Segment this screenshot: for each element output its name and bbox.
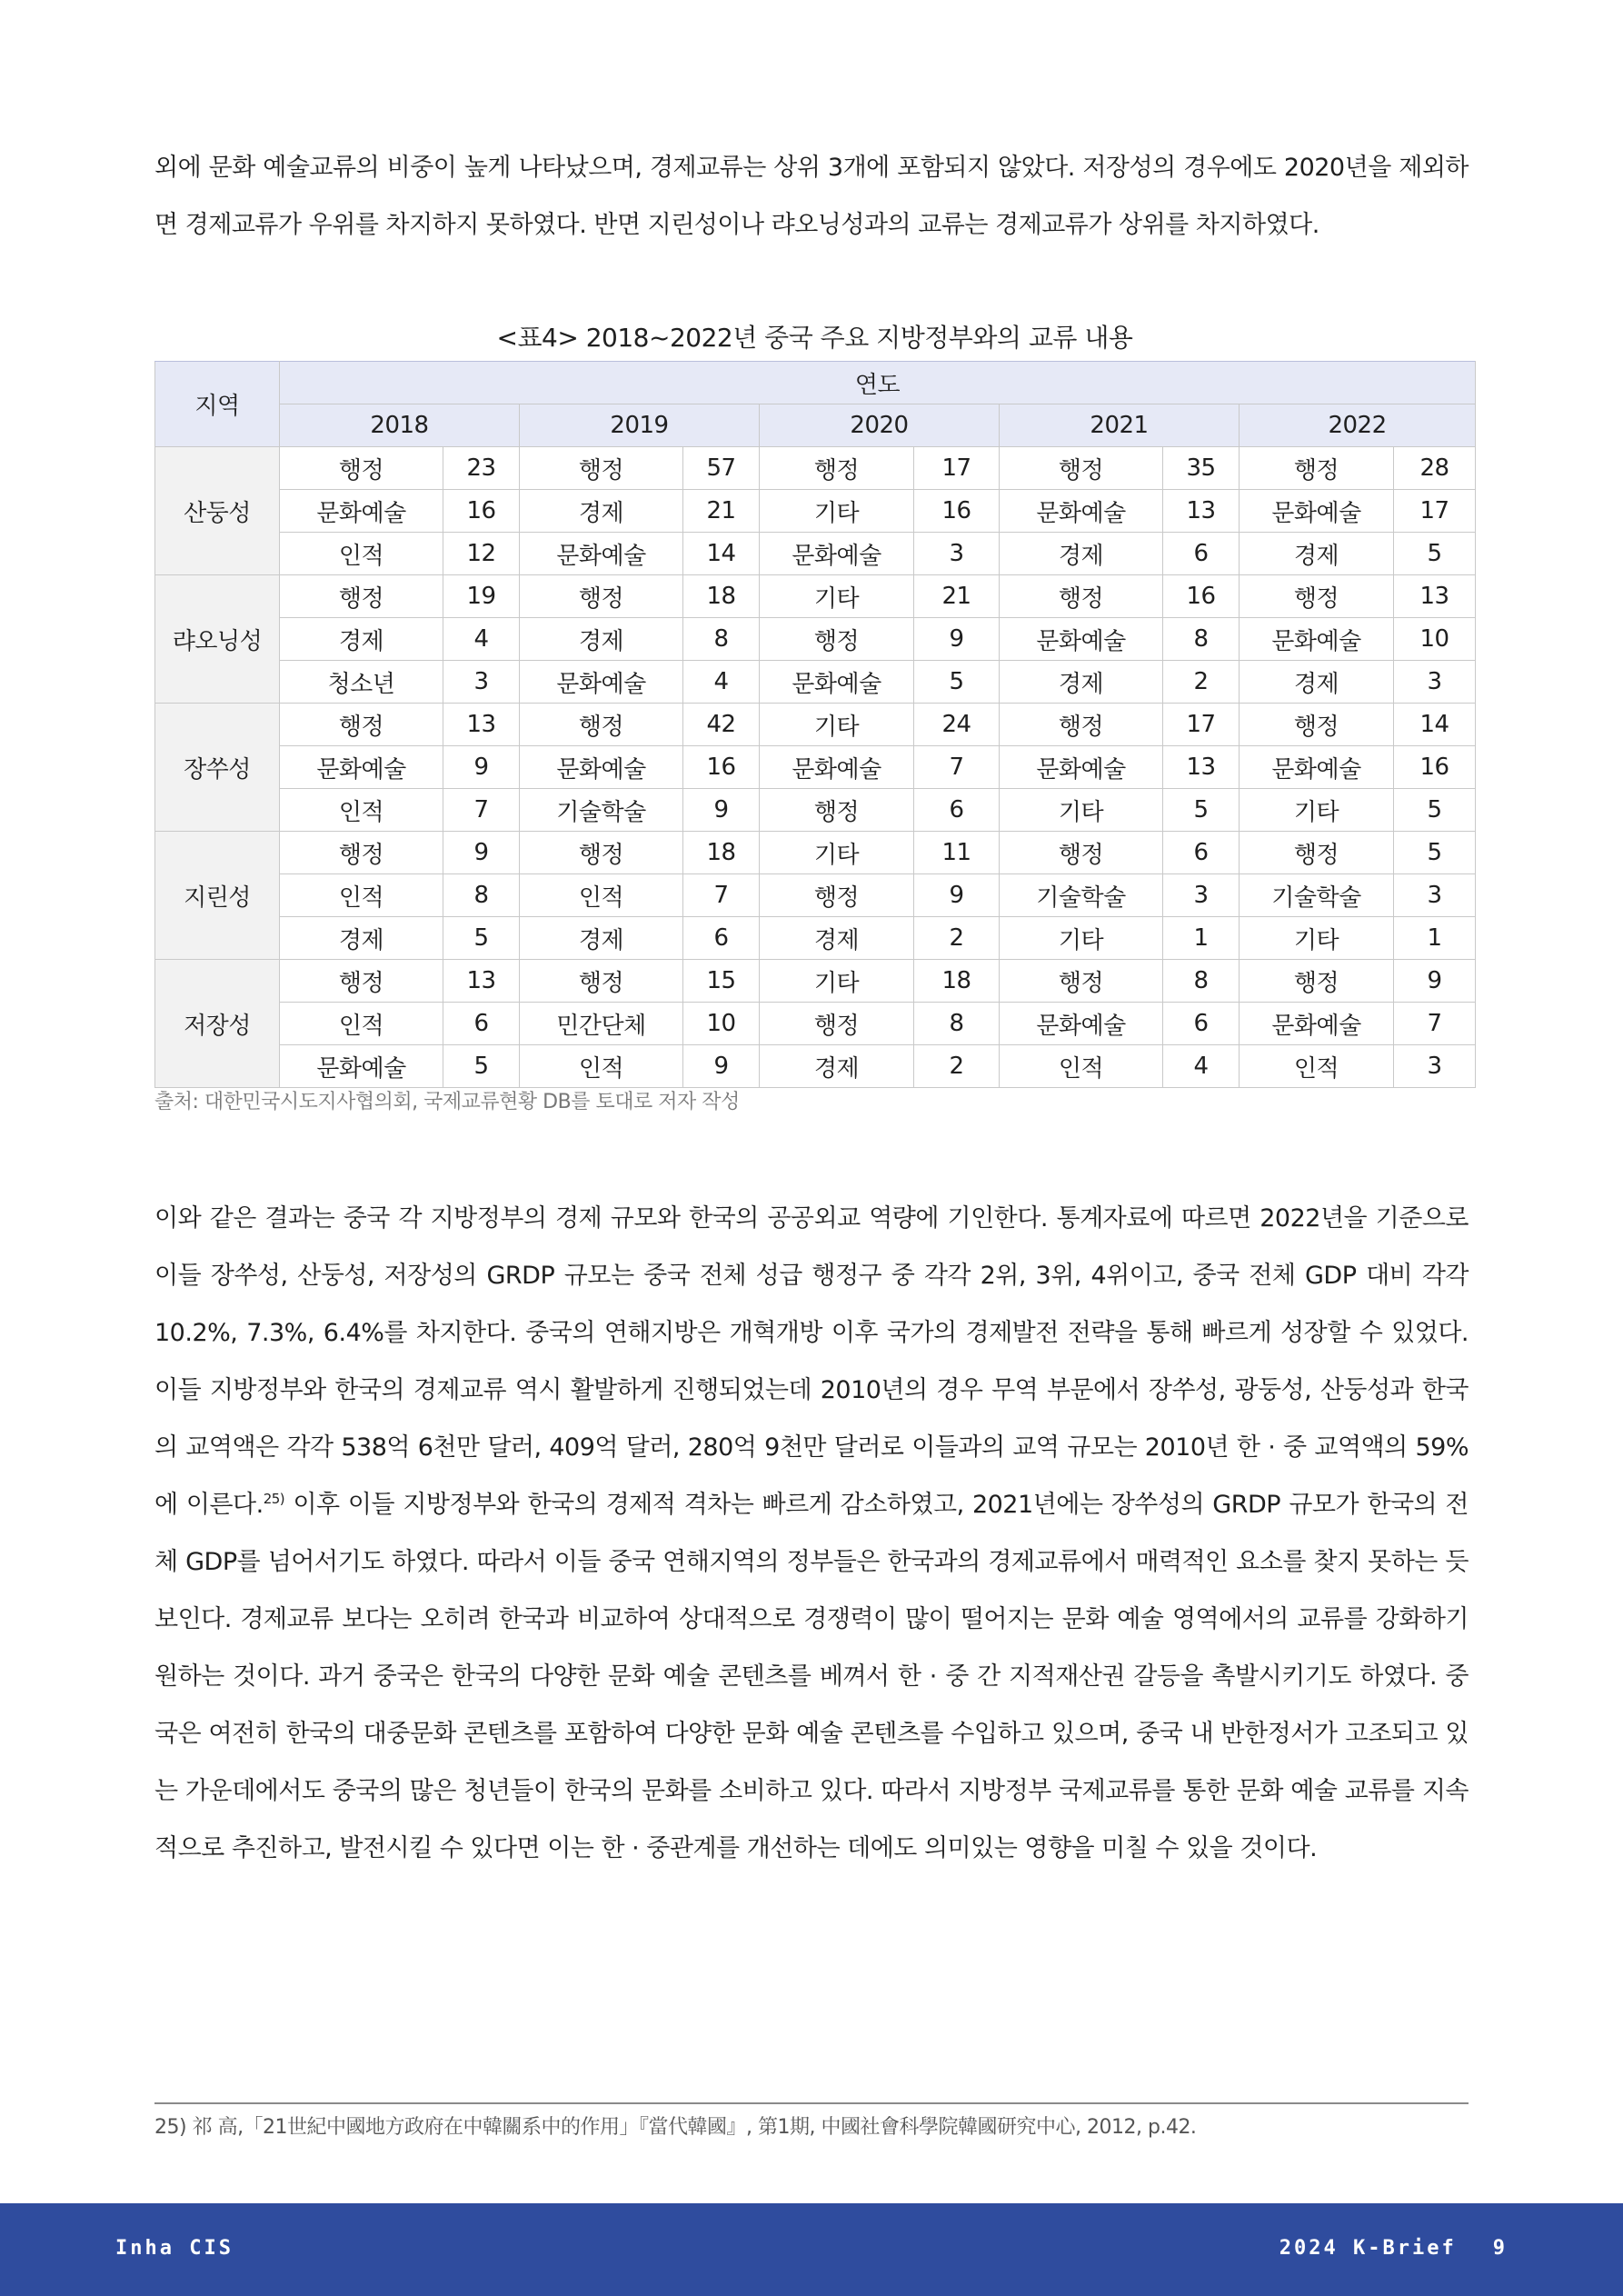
table-row — [155, 533, 1476, 575]
exchange-type-cell: 행정 — [1240, 960, 1394, 1003]
table-row — [155, 746, 1476, 789]
exchange-type-cell: 문화예술 — [1240, 746, 1394, 789]
region-cell: 장쑤성 — [155, 704, 280, 832]
table-row — [155, 704, 1476, 746]
year-cell: 2019 — [520, 404, 760, 447]
exchange-type-cell: 행정 — [520, 704, 683, 746]
exchange-count-cell: 5 — [443, 1045, 520, 1088]
table-caption: <표4> 2018~2022년 중국 주요 지방정부와의 교류 내용 — [496, 323, 1133, 353]
exchange-type-cell: 행정 — [280, 832, 443, 874]
exchange-count-cell: 2 — [1163, 661, 1240, 704]
exchange-count-cell: 6 — [683, 917, 760, 960]
exchange-type-cell: 행정 — [760, 1003, 914, 1045]
exchange-type-cell: 인적 — [520, 874, 683, 917]
footnote: 25) 祁 高,「21世紀中國地方政府在中韓關系中的作用」『當代韓國』, 第1期, 中國社會科學院韓國研究中心, 2012, p.42. — [154, 2116, 1197, 2139]
exchange-count-cell: 7 — [443, 789, 520, 832]
exchange-count-cell: 7 — [914, 746, 1000, 789]
exchange-type-cell: 청소년 — [280, 661, 443, 704]
exchange-count-cell: 5 — [914, 661, 1000, 704]
exchange-count-cell: 17 — [1394, 490, 1476, 533]
exchange-count-cell: 2 — [914, 917, 1000, 960]
exchange-type-cell: 기술학술 — [520, 789, 683, 832]
exchange-type-cell: 행정 — [280, 704, 443, 746]
exchange-count-cell: 14 — [683, 533, 760, 575]
exchange-count-cell: 15 — [683, 960, 760, 1003]
exchange-type-cell: 문화예술 — [1000, 1003, 1163, 1045]
exchange-type-cell: 기타 — [1240, 917, 1394, 960]
table-row — [155, 832, 1476, 874]
table-row — [155, 447, 1476, 490]
exchange-type-cell: 행정 — [1240, 832, 1394, 874]
exchange-count-cell: 21 — [683, 490, 760, 533]
exchange-type-cell: 행정 — [1000, 575, 1163, 618]
exchange-count-cell: 3 — [1163, 874, 1240, 917]
table-body — [155, 362, 1476, 1088]
exchange-type-cell: 기타 — [1000, 789, 1163, 832]
exchange-type-cell: 문화예술 — [520, 661, 683, 704]
exchange-type-cell: 문화예술 — [280, 746, 443, 789]
exchange-type-cell: 행정 — [760, 874, 914, 917]
exchange-type-cell: 행정 — [520, 575, 683, 618]
exchange-type-cell: 행정 — [1240, 704, 1394, 746]
table-row — [155, 618, 1476, 661]
exchange-count-cell: 17 — [914, 447, 1000, 490]
exchange-type-cell: 기술학술 — [1000, 874, 1163, 917]
exchange-type-cell: 경제 — [1240, 533, 1394, 575]
exchange-count-cell: 13 — [1394, 575, 1476, 618]
table-row — [155, 917, 1476, 960]
exchange-type-cell: 기술학술 — [1240, 874, 1394, 917]
exchange-type-cell: 문화예술 — [1000, 746, 1163, 789]
exchange-count-cell: 16 — [1394, 746, 1476, 789]
exchange-count-cell: 19 — [443, 575, 520, 618]
region-cell: 지린성 — [155, 832, 280, 960]
exchange-count-cell: 9 — [683, 1045, 760, 1088]
exchange-type-cell: 행정 — [760, 789, 914, 832]
exchange-count-cell: 16 — [443, 490, 520, 533]
exchange-type-cell: 행정 — [520, 832, 683, 874]
exchange-count-cell: 5 — [1394, 789, 1476, 832]
exchange-count-cell: 14 — [1394, 704, 1476, 746]
exchange-type-cell: 행정 — [1000, 960, 1163, 1003]
exchange-count-cell: 5 — [443, 917, 520, 960]
exchange-count-cell: 42 — [683, 704, 760, 746]
exchange-count-cell: 35 — [1163, 447, 1240, 490]
exchange-type-cell: 문화예술 — [1240, 1003, 1394, 1045]
exchange-count-cell: 4 — [443, 618, 520, 661]
exchange-count-cell: 16 — [1163, 575, 1240, 618]
exchange-type-cell: 기타 — [760, 575, 914, 618]
footer-publication: 2024 K-Brief — [1279, 2237, 1457, 2260]
exchange-count-cell: 57 — [683, 447, 760, 490]
exchange-count-cell: 6 — [914, 789, 1000, 832]
table-row — [155, 1003, 1476, 1045]
year-cell: 2021 — [1000, 404, 1240, 447]
table-row — [155, 789, 1476, 832]
table-row — [155, 874, 1476, 917]
exchange-count-cell: 13 — [1163, 746, 1240, 789]
exchange-count-cell: 13 — [443, 704, 520, 746]
exchange-type-cell: 기타 — [1240, 789, 1394, 832]
table-source: 출처: 대한민국시도지사협의회, 국제교류현황 DB를 토대로 저자 작성 — [154, 1091, 740, 1113]
table-row — [155, 490, 1476, 533]
exchange-type-cell: 경제 — [760, 1045, 914, 1088]
exchange-count-cell: 3 — [914, 533, 1000, 575]
exchange-type-cell: 문화예술 — [280, 1045, 443, 1088]
exchange-count-cell: 28 — [1394, 447, 1476, 490]
exchange-type-cell: 행정 — [760, 447, 914, 490]
exchange-type-cell: 경제 — [520, 618, 683, 661]
body-text-part2: 이후 이들 지방정부와 한국의 경제적 격차는 빠르게 감소하였고, 2021년에는 장쑤성의 GRDP 규모가 한국의 전체 GDP를 넘어서기도 하였다. 따라서 이들 중국 연해지역의 정부들은 한국과의 경제교류에서 매력적인 요소를 찾지 못하는 듯 보인다. 경제교류 보다는 오히려 한국과 비교하여 상대적으로 경쟁력이 많이 떨어지는 문화 예술 영역에서의 교류를 강화하기 원하는 것이다. 과거 중국은 한국의 다양한 문화 예술 콘텐츠를 베껴서 한 · 중 간 지적재산권 갈등을 촉발시키기도 하였다. 중국은 여전히 한국의 대중문화 콘텐츠를 포함하여 다양한 문화 예술 콘텐츠를 수입하고 있으며, 중국 내 반한정서가 고조되고 있는 가운데에서도 중국의 많은 청년들이 한국의 문화를 소비하고 있다. 따라서 지방정부 국제교류를 통한 문화 예술 교류를 지속적으로 추진하고, 발전시킬 수 있다면 이는 한 · 중관계를 개선하는 데에도 의미있는 영향을 미칠 수 있을 것이다. — [154, 1491, 1469, 1862]
exchange-count-cell: 24 — [914, 704, 1000, 746]
exchange-type-cell: 문화예술 — [760, 661, 914, 704]
exchange-count-cell: 16 — [914, 490, 1000, 533]
table-row — [155, 960, 1476, 1003]
body-text-part1: 이와 같은 결과는 중국 각 지방정부의 경제 규모와 한국의 공공외교 역량에 기인한다. 통계자료에 따르면 2022년을 기준으로 이들 장쑤성, 산둥성, 저장성의 GRDP 규모는 중국 전체 성급 행정구 중 각각 2위, 3위, 4위이고, 중국 전체 GDP 대비 각각 10.2%, 7.3%, 6.4%를 차지한다. 중국의 연해지방은 개혁개방 이후 국가의 경제발전 전략을 통해 빠르게 성장할 수 있었다. 이들 지방정부와 한국의 경제교류 역시 활발하게 진행되었는데 2010년의 경우 무역 부문에서 장쑤성, 광둥성, 산둥성과 한국의 교역액은 각각 538억 6천만 달러, 409억 달러, 280억 9천만 달러로 이들과의 교역 규모는 2010년 한 · 중 교역액의 59%에 이른다. — [154, 1204, 1469, 1519]
exchange-type-cell: 문화예술 — [760, 533, 914, 575]
exchange-count-cell: 10 — [683, 1003, 760, 1045]
exchange-count-cell: 6 — [1163, 1003, 1240, 1045]
exchange-type-cell: 행정 — [280, 447, 443, 490]
exchange-count-cell: 11 — [914, 832, 1000, 874]
footer-bar — [0, 2203, 1623, 2296]
year-header: 연도 — [280, 362, 1476, 404]
region-header: 지역 — [155, 362, 280, 447]
exchange-count-cell: 9 — [914, 874, 1000, 917]
exchange-type-cell: 행정 — [1240, 575, 1394, 618]
exchange-type-cell: 경제 — [1000, 661, 1163, 704]
exchange-count-cell: 21 — [914, 575, 1000, 618]
footnote-divider — [154, 2102, 1469, 2104]
footer-right — [1243, 2237, 1508, 2260]
year-header-row — [155, 404, 1476, 447]
exchange-count-cell: 8 — [1163, 618, 1240, 661]
exchange-type-cell: 기타 — [760, 832, 914, 874]
exchange-type-cell: 경제 — [760, 917, 914, 960]
exchange-count-cell: 6 — [1163, 832, 1240, 874]
table-row — [155, 1045, 1476, 1088]
exchange-count-cell: 9 — [914, 618, 1000, 661]
exchange-count-cell: 3 — [1394, 874, 1476, 917]
exchange-count-cell: 1 — [1394, 917, 1476, 960]
exchange-count-cell: 10 — [1394, 618, 1476, 661]
exchange-count-cell: 13 — [1163, 490, 1240, 533]
year-cell: 2018 — [280, 404, 520, 447]
exchange-count-cell: 2 — [914, 1045, 1000, 1088]
region-cell: 산둥성 — [155, 447, 280, 575]
exchange-count-cell: 9 — [1394, 960, 1476, 1003]
year-cell: 2020 — [760, 404, 1000, 447]
exchange-count-cell: 17 — [1163, 704, 1240, 746]
page-number: 9 — [1492, 2237, 1508, 2260]
exchange-count-cell: 18 — [914, 960, 1000, 1003]
table-header-row — [155, 362, 1476, 404]
exchange-count-cell: 13 — [443, 960, 520, 1003]
exchange-type-cell: 인적 — [280, 1003, 443, 1045]
footer-brand: Inha CIS — [115, 2237, 234, 2260]
exchange-count-cell: 5 — [1163, 789, 1240, 832]
exchange-type-cell: 경제 — [280, 618, 443, 661]
exchange-type-cell: 문화예술 — [1000, 490, 1163, 533]
exchange-type-cell: 행정 — [760, 618, 914, 661]
exchange-type-cell: 문화예술 — [520, 746, 683, 789]
exchange-type-cell: 경제 — [520, 490, 683, 533]
exchange-count-cell: 6 — [443, 1003, 520, 1045]
exchange-type-cell: 경제 — [520, 917, 683, 960]
exchange-type-cell: 행정 — [520, 960, 683, 1003]
exchange-type-cell: 행정 — [1000, 704, 1163, 746]
exchange-type-cell: 문화예술 — [760, 746, 914, 789]
year-cell: 2022 — [1240, 404, 1476, 447]
exchange-count-cell: 7 — [683, 874, 760, 917]
exchange-type-cell: 인적 — [520, 1045, 683, 1088]
region-cell: 저장성 — [155, 960, 280, 1088]
exchange-count-cell: 7 — [1394, 1003, 1476, 1045]
exchange-type-cell: 인적 — [1000, 1045, 1163, 1088]
exchange-type-cell: 문화예술 — [520, 533, 683, 575]
exchange-type-cell: 문화예술 — [280, 490, 443, 533]
exchange-type-cell: 행정 — [1000, 832, 1163, 874]
exchange-type-cell: 행정 — [280, 960, 443, 1003]
exchange-type-cell: 인적 — [1240, 1045, 1394, 1088]
exchange-type-cell: 문화예술 — [1000, 618, 1163, 661]
exchange-type-cell: 행정 — [1240, 447, 1394, 490]
exchange-count-cell: 5 — [1394, 832, 1476, 874]
exchange-type-cell: 기타 — [1000, 917, 1163, 960]
exchange-count-cell: 18 — [683, 575, 760, 618]
exchange-type-cell: 인적 — [280, 874, 443, 917]
region-cell: 랴오닝성 — [155, 575, 280, 704]
exchange-type-cell: 경제 — [1000, 533, 1163, 575]
exchange-type-cell: 행정 — [280, 575, 443, 618]
exchange-table — [154, 361, 1476, 1088]
exchange-count-cell: 1 — [1163, 917, 1240, 960]
exchange-count-cell: 9 — [443, 832, 520, 874]
exchange-type-cell: 인적 — [280, 789, 443, 832]
table-row — [155, 575, 1476, 618]
exchange-count-cell: 4 — [683, 661, 760, 704]
exchange-type-cell: 행정 — [1000, 447, 1163, 490]
exchange-count-cell: 6 — [1163, 533, 1240, 575]
exchange-count-cell: 8 — [443, 874, 520, 917]
exchange-type-cell: 기타 — [760, 490, 914, 533]
exchange-type-cell: 문화예술 — [1240, 490, 1394, 533]
intro-paragraph: 외에 문화 예술교류의 비중이 높게 나타났으며, 경제교류는 상위 3개에 포함되지 않았다. 저장성의 경우에도 2020년을 제외하면 경제교류가 우위를 차지하지 못하였다. 반면 지린성이나 랴오닝성과의 교류는 경제교류가 상위를 차지하였다. — [154, 154, 1469, 239]
exchange-count-cell: 16 — [683, 746, 760, 789]
table-row — [155, 661, 1476, 704]
exchange-type-cell: 문화예술 — [1240, 618, 1394, 661]
exchange-count-cell: 8 — [914, 1003, 1000, 1045]
exchange-type-cell: 행정 — [520, 447, 683, 490]
exchange-count-cell: 8 — [1163, 960, 1240, 1003]
footnote-reference[interactable]: 25) — [263, 1491, 285, 1507]
exchange-type-cell: 기타 — [760, 704, 914, 746]
exchange-count-cell: 8 — [683, 618, 760, 661]
exchange-type-cell: 경제 — [1240, 661, 1394, 704]
exchange-count-cell: 18 — [683, 832, 760, 874]
exchange-count-cell: 9 — [683, 789, 760, 832]
exchange-count-cell: 23 — [443, 447, 520, 490]
exchange-count-cell: 12 — [443, 533, 520, 575]
body-paragraph — [154, 1190, 1469, 1877]
exchange-type-cell: 민간단체 — [520, 1003, 683, 1045]
exchange-count-cell: 3 — [1394, 1045, 1476, 1088]
exchange-count-cell: 3 — [1394, 661, 1476, 704]
exchange-count-cell: 5 — [1394, 533, 1476, 575]
exchange-type-cell: 경제 — [280, 917, 443, 960]
exchange-count-cell: 9 — [443, 746, 520, 789]
exchange-type-cell: 기타 — [760, 960, 914, 1003]
exchange-type-cell: 인적 — [280, 533, 443, 575]
exchange-count-cell: 4 — [1163, 1045, 1240, 1088]
exchange-count-cell: 3 — [443, 661, 520, 704]
